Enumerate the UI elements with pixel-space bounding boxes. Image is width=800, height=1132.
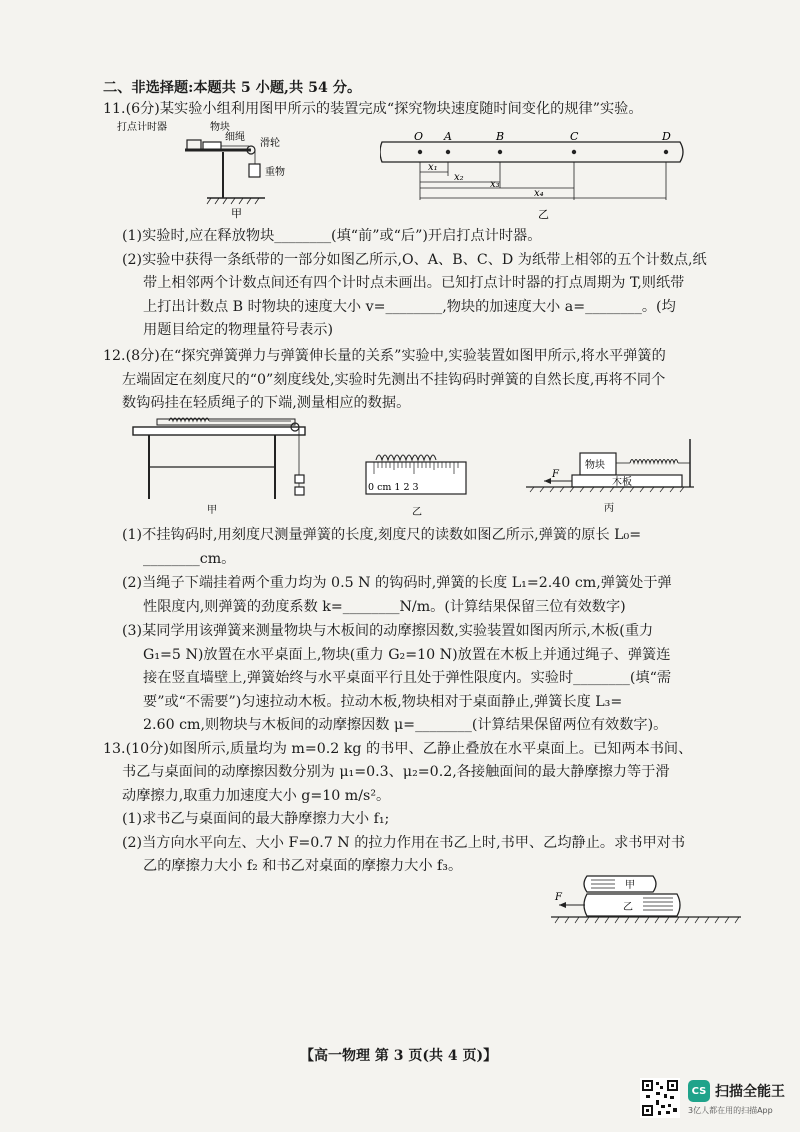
- scanner-tagline: 3亿人都在用的扫描App: [688, 1106, 773, 1115]
- board-label: 木板: [612, 477, 632, 488]
- q12-part-3-line-3: 接在竖直墙壁上,弹簧始终与水平桌面平行且处于弹性限度内。实验时________(填“需: [143, 670, 672, 686]
- scanner-watermark: [688, 1080, 788, 1116]
- q12-figure-b: [362, 440, 472, 518]
- point-a-label: A: [444, 132, 452, 143]
- point-b-label: B: [496, 132, 505, 143]
- q11-stem: 11.(6分)某实验小组利用图甲所示的装置完成“探究物块速度随时间变化的规律”实验。: [103, 101, 643, 117]
- q13-part-2-line-1: (2)当方向水平向左、大小 F=0.7 N 的拉力作用在书乙上时,书甲、乙均静止。求书甲对书: [122, 835, 686, 851]
- section-title: 二、非选择题:本题共 5 小题,共 54 分。: [103, 80, 362, 96]
- q13-stem-line-3: 动摩擦力,取重力加速度大小 g=10 m/s²。: [122, 788, 391, 804]
- q11-figure-b-tape: [380, 132, 690, 222]
- q12-stem-line-1: 12.(8分)在“探究弹簧弹力与弹簧伸长量的关系”实验中,实验装置如图甲所示,将水平弹簧的: [103, 348, 666, 364]
- tape-dot-a: [446, 150, 450, 154]
- block-label: 物块: [210, 122, 230, 133]
- scanner-brand: 扫描全能王: [715, 1084, 785, 1100]
- qr-code-icon: [640, 1078, 680, 1118]
- q13-stem-line-2: 书乙与桌面间的动摩擦因数分别为 μ₁=0.3、μ₂=0.2,各接触面间的最大静摩擦力等于滑: [122, 764, 670, 780]
- pulley-label: 滑轮: [260, 138, 280, 149]
- figure-a-caption: 甲: [231, 207, 242, 220]
- book-bottom-label: 乙: [623, 902, 633, 913]
- q13-part-2-line-2: 乙的摩擦力大小 f₂ 和书乙对桌面的摩擦力大小 f₃。: [143, 858, 463, 874]
- q12-figure-c-caption: 丙: [604, 503, 614, 514]
- weight-label: 重物: [265, 167, 285, 178]
- q12-part-1-line-2: ________cm。: [143, 551, 236, 567]
- q12-part-3-line-4: 要”或“不需要”)匀速拉动木板。拉动木板,物块相对于桌面静止,弹簧长度 L₃=: [143, 694, 623, 710]
- x2-label: x₂: [454, 172, 464, 183]
- point-c-label: C: [570, 132, 579, 143]
- q13-stem-line-1: 13.(10分)如图所示,质量均为 m=0.2 kg 的书甲、乙静止叠放在水平桌面上。已知两本书间、: [103, 741, 693, 757]
- point-o-label: O: [414, 132, 424, 143]
- block-label: 物块: [585, 460, 605, 471]
- force-f-label: F: [555, 892, 562, 903]
- x3-label: x₃: [490, 179, 500, 190]
- tape-dot-c: [572, 150, 576, 154]
- timer-label: 打点计时器: [117, 122, 167, 133]
- q12-stem-line-3: 数钩码挂在轻质绳子的下端,测量相应的数据。: [122, 395, 411, 411]
- q11-part-2-line-4: 用题目给定的物理量符号表示): [143, 322, 333, 338]
- q12-figure-a-caption: 甲: [207, 505, 217, 515]
- q13-part-1: (1)求书乙与桌面间的最大静摩擦力大小 f₁;: [122, 811, 390, 827]
- q12-part-2-line-2: 性限度内,则弹簧的劲度系数 k=________N/m。(计算结果保留三位有效数字): [143, 599, 626, 615]
- rope-label: 细绳: [225, 132, 245, 143]
- tape-dot-o: [418, 150, 422, 154]
- x1-label: x₁: [428, 162, 438, 173]
- q12-part-1-line-1: (1)不挂钩码时,用刻度尺测量弹簧的长度,刻度尺的读数如图乙所示,弹簧的原长 L₀=: [122, 527, 642, 543]
- scanner-logo: CS: [688, 1080, 710, 1102]
- q11-figure-a: [115, 118, 315, 220]
- q11-part-1: (1)实验时,应在释放物块________(填“前”或“后”)开启打点计时器。: [122, 228, 542, 244]
- q12-figure-a: [125, 405, 320, 515]
- ruler-scale-label: 0 cm 1 2 3: [368, 482, 419, 493]
- x4-label: x₄: [534, 188, 544, 199]
- q12-part-2-line-1: (2)当绳子下端挂着两个重力均为 0.5 N 的钩码时,弹簧的长度 L₁=2.40 cm,弹簧处于弹: [122, 575, 672, 591]
- q12-figure-c: [520, 435, 700, 519]
- force-f-label: F: [552, 469, 559, 480]
- tape-dot-b: [498, 150, 502, 154]
- tape-dot-d: [664, 150, 668, 154]
- point-d-label: D: [662, 132, 671, 143]
- q11-part-2-line-3: 上打出计数点 B 时物块的速度大小 v=________,物块的加速度大小 a=________。(均: [143, 299, 676, 315]
- q12-part-3-line-1: (3)某同学用该弹簧来测量物块与木板间的动摩擦因数,实验装置如图丙所示,木板(重力: [122, 623, 654, 639]
- q11-part-2-line-1: (2)实验中获得一条纸带的一部分如图乙所示,O、A、B、C、D 为纸带上相邻的五个计数点,纸: [122, 252, 707, 268]
- q12-part-3-line-2: G₁=5 N)放置在水平桌面上,物块(重力 G₂=10 N)放置在木板上并通过绳子、弹簧连: [143, 647, 671, 663]
- book-top-label: 甲: [625, 880, 635, 891]
- figure-b-caption: 乙: [538, 208, 549, 221]
- q13-figure-books: [545, 870, 745, 940]
- page-footer: 【高一物理 第 3 页(共 4 页)】: [300, 1048, 498, 1064]
- q12-part-3-line-5: 2.60 cm,则物块与木板间的动摩擦因数 μ=________(计算结果保留两位有效数字)。: [143, 717, 668, 733]
- q12-stem-line-2: 左端固定在刻度尺的“0”刻度线处,实验时先测出不挂钩码时弹簧的自然长度,再将不同个: [122, 372, 666, 388]
- q11-part-2-line-2: 带上相邻两个计数点间还有四个计时点未画出。已知打点计时器的打点周期为 T,则纸带: [143, 275, 685, 291]
- q12-figure-b-caption: 乙: [412, 507, 422, 518]
